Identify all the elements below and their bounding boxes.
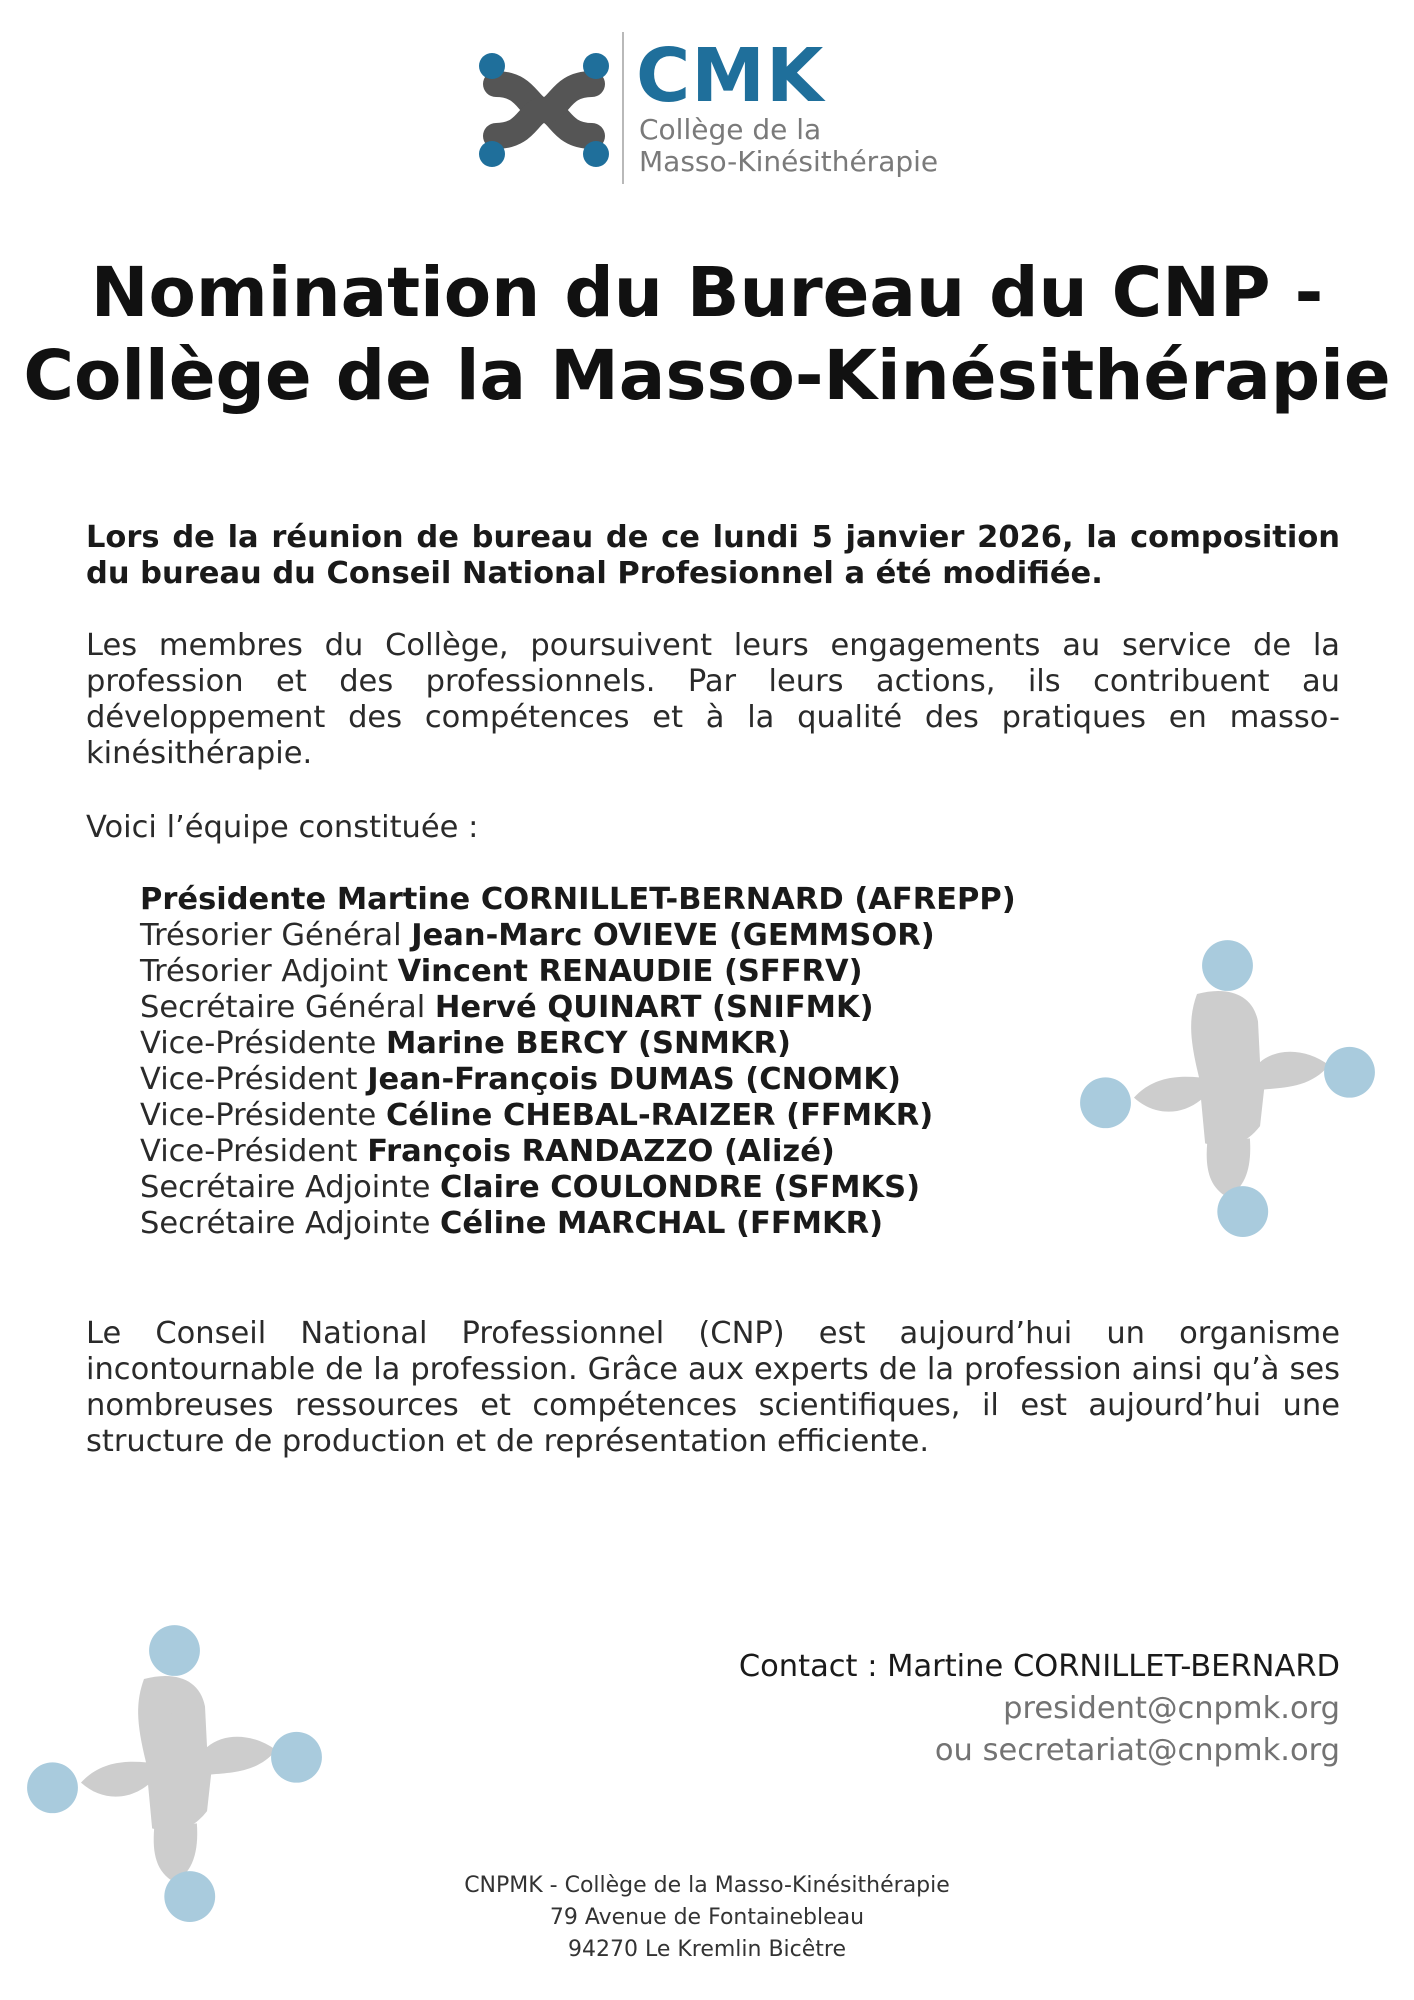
page-title-line1: Nomination du Bureau du CNP - bbox=[90, 253, 1324, 333]
cmk-logo-mark-icon bbox=[478, 44, 610, 176]
member-name: Céline CHEBAL-RAIZER (FFMKR) bbox=[385, 1098, 934, 1133]
member-name: Céline MARCHAL (FFMKR) bbox=[440, 1206, 884, 1241]
contact-block bbox=[739, 1646, 1340, 1772]
member-item bbox=[140, 1062, 1016, 1098]
logo-subtitle-line1: Collège de la bbox=[639, 113, 822, 146]
contact-line: Contact : Martine CORNILLET-BERNARD bbox=[738, 1649, 1340, 1684]
member-role: Vice-Présidente bbox=[140, 1098, 377, 1133]
footer-line2: 79 Avenue de Fontainebleau bbox=[549, 1905, 865, 1930]
member-role: Trésorier Adjoint bbox=[140, 954, 388, 989]
contact-email-secretariat[interactable]: ou secretariat@cnpmk.org bbox=[934, 1733, 1340, 1768]
member-item bbox=[140, 918, 1016, 954]
intro-paragraph: Lors de la réunion de bureau de ce lundi 5 janvier 2026, la composition du bureau du Conseil National Profesionnel a été modifiée. bbox=[86, 520, 1340, 591]
member-name: Marine BERCY (SNMKR) bbox=[385, 1026, 791, 1061]
page-title bbox=[0, 252, 1414, 418]
member-role: Vice-Présidente bbox=[140, 1026, 377, 1061]
member-name: Jean-François DUMAS (CNOMK) bbox=[367, 1062, 901, 1097]
member-role: Vice-Président bbox=[140, 1134, 358, 1169]
member-role: Présidente bbox=[140, 882, 327, 917]
member-role: Trésorier Général bbox=[140, 918, 402, 953]
member-item bbox=[140, 1170, 1016, 1206]
cmk-logo bbox=[478, 30, 948, 190]
member-item bbox=[140, 1206, 1016, 1242]
member-role: Secrétaire Adjointe bbox=[140, 1206, 431, 1241]
footer-line1: CNPMK - Collège de la Masso-Kinésithérapie bbox=[464, 1873, 950, 1898]
logo-abbreviation: CMK bbox=[636, 33, 825, 119]
member-item bbox=[140, 1098, 1016, 1134]
members-list bbox=[140, 882, 1016, 1242]
logo-divider bbox=[622, 32, 624, 184]
member-name: Jean-Marc OVIEVE (GEMMSOR) bbox=[411, 918, 935, 953]
member-item bbox=[140, 990, 1016, 1026]
member-role: Secrétaire Adjointe bbox=[140, 1170, 431, 1205]
cnp-paragraph: Le Conseil National Professionnel (CNP) est aujourd’hui un organisme incontournable de la profession. Grâce aux experts de la profession ainsi qu’à ses nombreuses ressources et compétences scientifiques, il est aujourd’hui une structure de production et de représentation efficiente. bbox=[86, 1316, 1340, 1459]
team-intro: Voici l’équipe constituée : bbox=[86, 810, 479, 845]
logo-subtitle-line2: Masso-Kinésithérapie bbox=[639, 145, 939, 178]
member-name: Martine CORNILLET-BERNARD (AFREPP) bbox=[336, 882, 1016, 917]
member-name: François RANDAZZO (Alizé) bbox=[367, 1134, 835, 1169]
member-role: Vice-Président bbox=[140, 1062, 358, 1097]
page-title-line2: Collège de la Masso-Kinésithérapie bbox=[23, 336, 1391, 416]
contact-email-president[interactable]: president@cnpmk.org bbox=[1003, 1691, 1340, 1726]
member-role: Secrétaire Général bbox=[140, 990, 426, 1025]
footer-address bbox=[0, 1870, 1414, 1966]
member-name: Hervé QUINART (SNIFMK) bbox=[434, 990, 874, 1025]
member-name: Vincent RENAUDIE (SFFRV) bbox=[397, 954, 863, 989]
member-item bbox=[140, 1134, 1016, 1170]
member-item bbox=[140, 1026, 1016, 1062]
college-paragraph: Les membres du Collège, poursuivent leurs engagements au service de la profession et des professionnels. Par leurs actions, ils contribuent au développement des compétences et à la qualité des pratiques en masso-kinésithérapie. bbox=[86, 628, 1340, 771]
member-item bbox=[140, 954, 1016, 990]
footer-line3: 94270 Le Kremlin Bicêtre bbox=[567, 1937, 847, 1962]
member-item bbox=[140, 882, 1016, 918]
member-name: Claire COULONDRE (SFMKS) bbox=[440, 1170, 921, 1205]
decorative-emblem-icon bbox=[1075, 935, 1380, 1240]
logo-subtitle bbox=[639, 114, 938, 178]
